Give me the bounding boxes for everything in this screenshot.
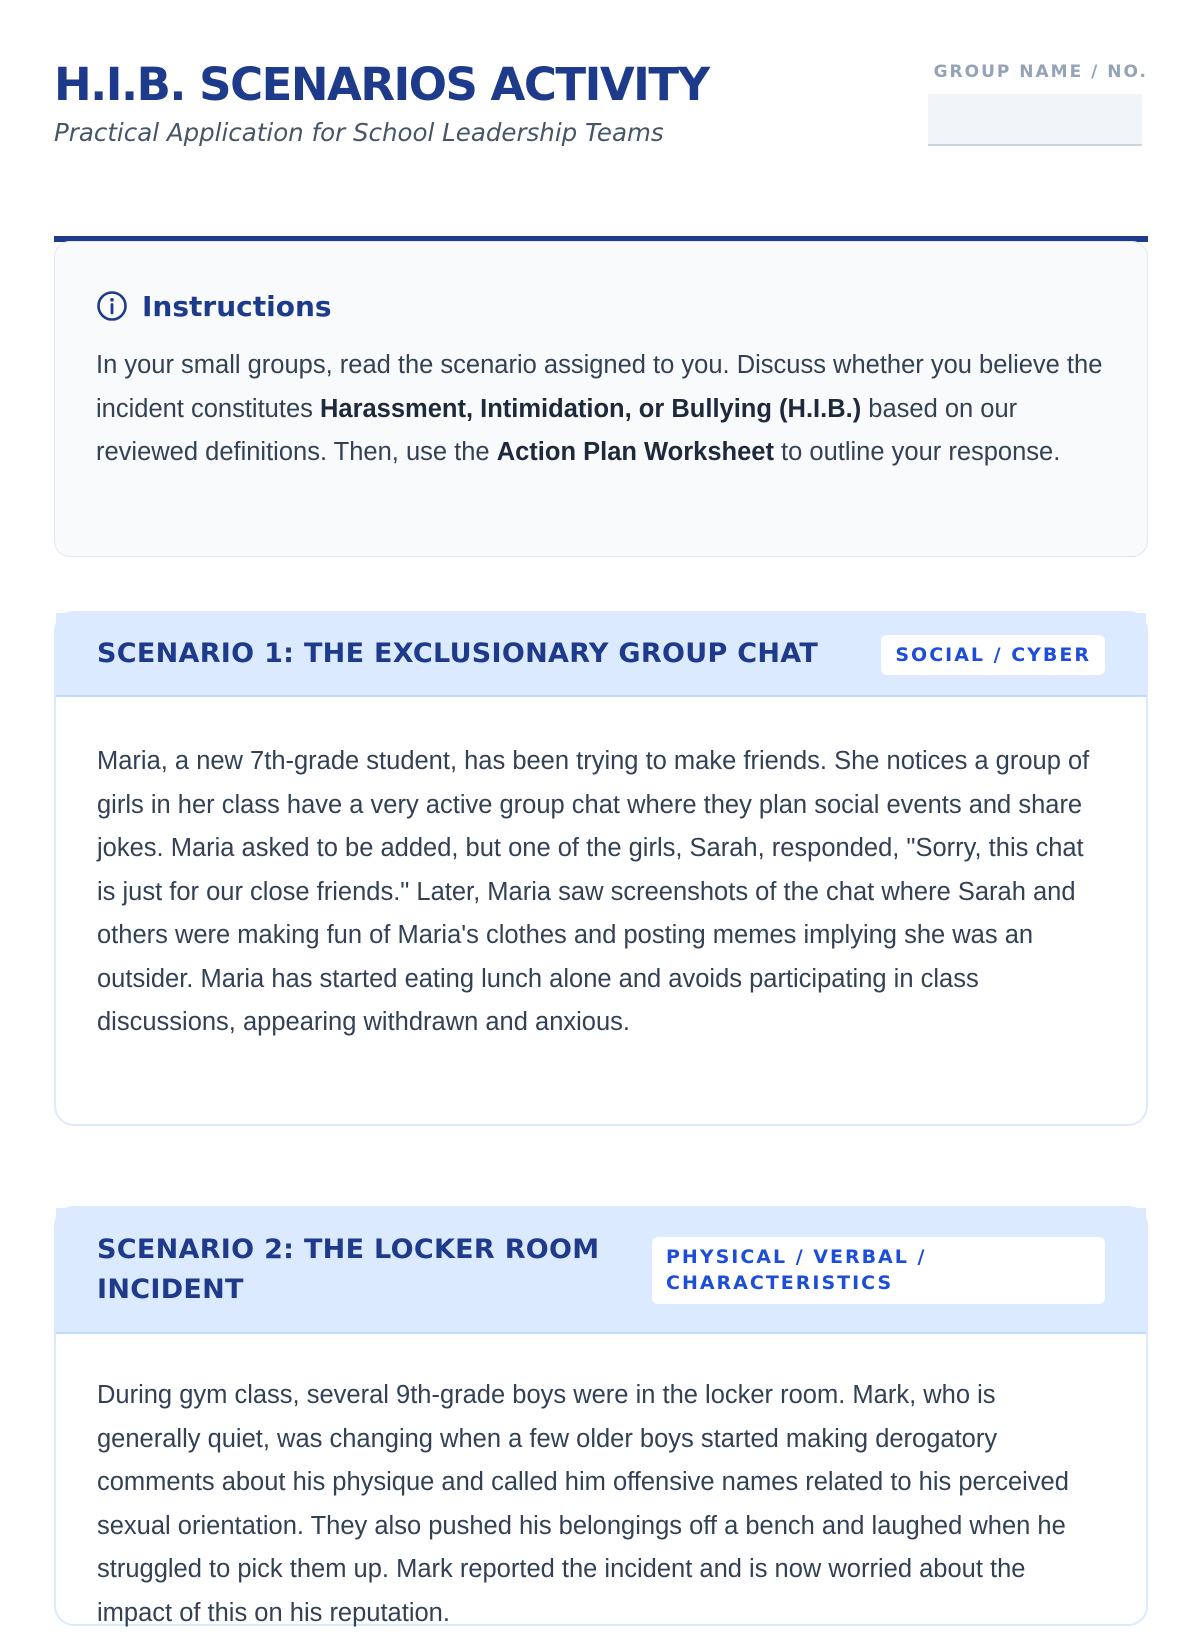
scenario-category-badge: SOCIAL / CYBER [881, 635, 1105, 675]
instructions-text [96, 344, 1107, 475]
instructions-heading [96, 286, 1107, 326]
instructions-text-part: based on our reviewed definitions. Then, use the [96, 394, 1018, 466]
scenario-description: Maria, a new 7th-grade student, has been trying to make friends. She notices a group of girls in her class have a very active group chat where they plan social events and share jokes. Maria asked to be added, but one of the girls, Sarah, responded, "Sorry, this chat is just for our close friends." Later, Maria saw screenshots of the chat where Sarah and others were making fun of Maria's clothes and posting memes implying she was an outsider. Maria has started eating lunch alone and avoids participating in class discussions, appearing withdrawn and anxious. [97, 747, 1090, 1036]
instructions-hib-term: Harassment, Intimidation, or Bullying (H.I.B.) [319, 394, 862, 423]
instructions-text-part: In your small groups, read the scenario assigned to you. Discuss whether you believe the incident constitutes [96, 351, 1103, 423]
page-title: H.I.B. SCENARIOS ACTIVITY [54, 58, 709, 111]
page-subtitle: Practical Application for School Leadership Teams [54, 118, 664, 147]
scenario-description: During gym class, several 9th-grade boys were in the locker room. Mark, who is generally quiet, was changing when a few older boys started making derogatory comments about his physique and called him offensive names related to his perceived sexual orientation. They also pushed his belongings off a bench and laughed when he struggled to pick them up. Mark reported the incident and is now worried about the impact of this on his reputation. [97, 1381, 1069, 1627]
scenario-title: SCENARIO 2: THE LOCKER ROOM INCIDENT [97, 1234, 600, 1305]
instructions-box [54, 241, 1148, 557]
instructions-worksheet-term: Action Plan Worksheet [496, 438, 774, 466]
instructions-text-part: to outline your response. [773, 438, 1061, 466]
info-circle-icon [96, 290, 128, 322]
document-page [54, 0, 1148, 1627]
scenario-category-badge: PHYSICAL / VERBAL / CHARACTERISTICS [652, 1237, 1105, 1304]
scenario-card-2 [54, 1206, 1148, 1626]
scenario-title: SCENARIO 1: THE EXCLUSIONARY GROUP CHAT [97, 638, 819, 669]
scenario-header [56, 613, 1146, 697]
group-name-label: GROUP NAME / NO. [933, 62, 1148, 82]
document-header [54, 56, 1148, 186]
scenario-header [56, 1208, 1146, 1334]
instructions-title: Instructions [142, 289, 332, 323]
group-name-block [928, 62, 1148, 146]
group-name-input[interactable] [928, 94, 1142, 146]
scenario-card-1 [54, 611, 1148, 1126]
